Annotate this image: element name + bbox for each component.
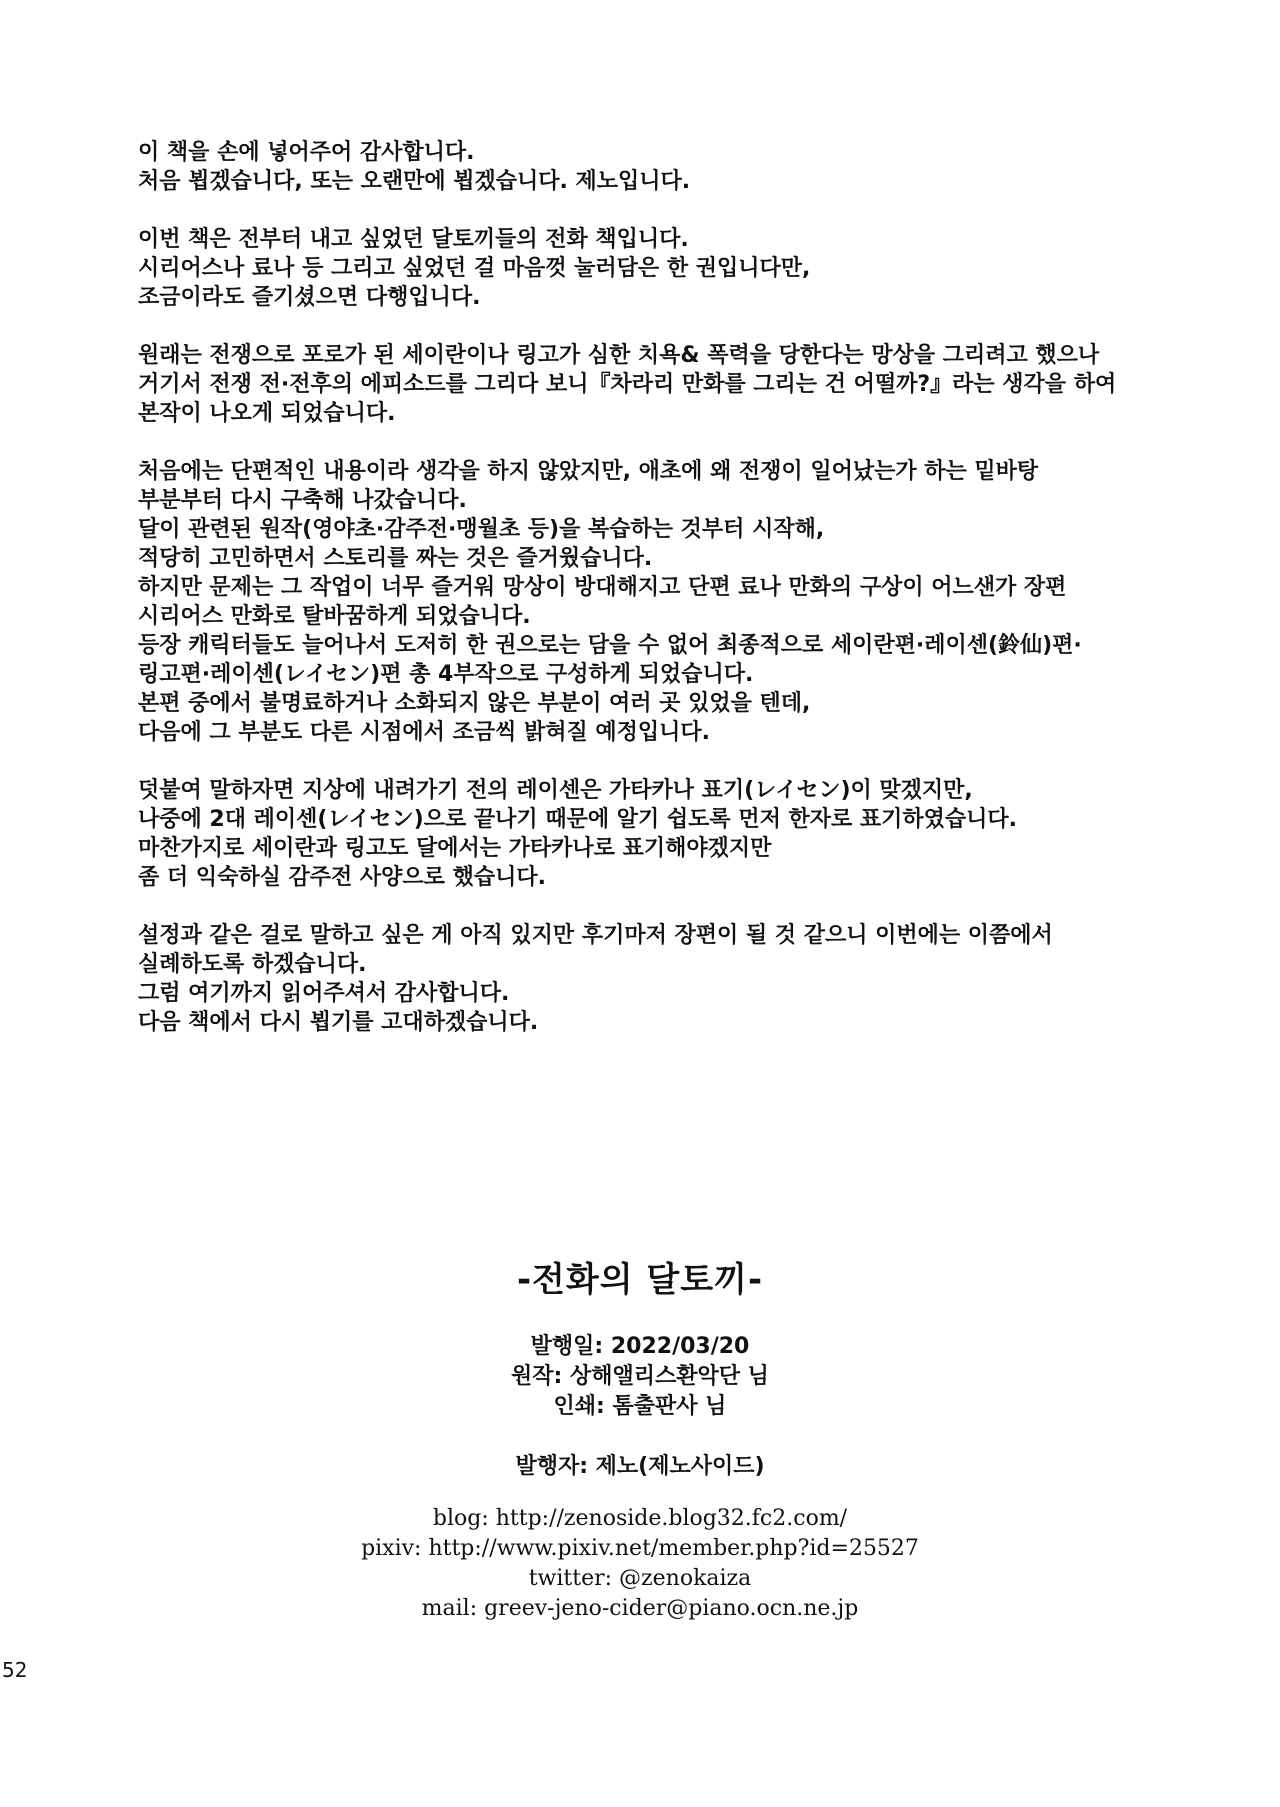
text-line: 본작이 나오게 되었습니다.	[138, 401, 396, 426]
text-line: 그럼 여기까지 읽어주셔서 감사합니다.	[138, 981, 510, 1006]
text-line: 거기서 전쟁 전·전후의 에피소드를 그리다 보니『차라리 만화를 그리는 건 어떨까?』라는 생각을 하여	[138, 372, 1117, 397]
text-line: 달이 관련된 원작(영야초·감주전·맹월초 등)을 복습하는 것부터 시작해,	[138, 517, 825, 542]
afterword-paragraph-3	[138, 341, 1178, 428]
mail-link: mail: greev-jeno-cider@piano.ocn.ne.jp	[421, 1596, 859, 1621]
text-line: 본편 중에서 불명료하거나 소화되지 않은 부분이 여러 곳 있었을 텐데,	[138, 691, 811, 716]
spacer	[0, 1422, 1280, 1452]
text-line: 이번 책은 전부터 내고 싶었던 달토끼들의 전화 책입니다.	[138, 227, 689, 252]
text-line: 원래는 전쟁으로 포로가 된 세이란이나 링고가 심한 치욕& 폭력을 당한다는 망상을 그리려고 했으나	[138, 343, 1100, 368]
text-line: 적당히 고민하면서 스토리를 짜는 것은 즐거웠습니다.	[138, 546, 653, 571]
original-work: 원작: 상해앨리스환악단 님	[511, 1364, 769, 1389]
publish-date: 발행일: 2022/03/20	[530, 1334, 750, 1359]
afterword-paragraph-1	[138, 138, 1178, 196]
book-title: -전화의 달토끼-	[516, 1260, 764, 1300]
afterword-paragraph-4	[138, 457, 1178, 747]
text-line: 다음에 그 부분도 다른 시점에서 조금씩 밝혀질 예정입니다.	[138, 720, 711, 745]
text-line: 나중에 2대 레이센(レイセン)으로 끝나기 때문에 알기 쉽도록 먼저 한자로 표기하였습니다.	[138, 807, 1018, 832]
twitter-link: twitter: @zenokaiza	[528, 1566, 752, 1591]
publisher: 발행자: 제노(제노사이드)	[515, 1454, 765, 1479]
afterword-paragraph-2	[138, 225, 1178, 312]
page-number: 52	[2, 1658, 28, 1682]
text-line: 등장 캐릭터들도 늘어나서 도저히 한 권으로는 담을 수 없어 최종적으로 세이란편·레이센(鈴仙)편·	[138, 633, 1082, 658]
text-line: 시리어스 만화로 탈바꿈하게 되었습니다.	[138, 604, 531, 629]
text-line: 처음에는 단편적인 내용이라 생각을 하지 않았지만, 애초에 왜 전쟁이 일어났는가 하는 밑바탕	[138, 459, 1039, 484]
text-line: 다음 책에서 다시 뵙기를 고대하겠습니다.	[138, 1010, 539, 1035]
text-line: 이 책을 손에 넣어주어 감사합니다.	[138, 140, 475, 165]
afterword-paragraph-6	[138, 921, 1178, 1037]
text-line: 시리어스나 료나 등 그리고 싶었던 걸 마음껏 눌러담은 한 권입니다만,	[138, 256, 811, 281]
printing-credit: 인쇄: 톰출판사 님	[553, 1394, 727, 1419]
pixiv-link: pixiv: http://www.pixiv.net/member.php?id=25527	[361, 1536, 919, 1561]
text-line: 좀 더 익숙하실 감주전 사양으로 했습니다.	[138, 865, 546, 890]
text-line: 마찬가지로 세이란과 링고도 달에서는 가타카나로 표기해야겠지만	[138, 836, 772, 861]
blog-link: blog: http://zenoside.blog32.fc2.com/	[432, 1506, 848, 1531]
text-line: 하지만 문제는 그 작업이 너무 즐거워 망상이 방대해지고 단편 료나 만화의 구상이 어느샌가 장편	[138, 575, 1067, 600]
afterword-text	[138, 138, 1178, 1066]
text-line: 조금이라도 즐기셨으면 다행입니다.	[138, 285, 481, 310]
text-line: 실례하도록 하겠습니다.	[138, 952, 367, 977]
text-line: 처음 뵙겠습니다, 또는 오랜만에 뵙겠습니다. 제노입니다.	[138, 169, 691, 194]
text-line: 링고편·레이센(レイセン)편 총 4부작으로 구성하게 되었습니다.	[138, 662, 754, 687]
text-line: 덧붙여 말하자면 지상에 내려가기 전의 레이센은 가타카나 표기(レイセン)이 맞겠지만,	[138, 778, 973, 803]
contact-links	[0, 1504, 1280, 1624]
afterword-paragraph-5	[138, 776, 1178, 892]
colophon-info	[0, 1332, 1280, 1482]
text-line: 부분부터 다시 구축해 나갔습니다.	[138, 488, 467, 513]
text-line: 설정과 같은 걸로 말하고 싶은 게 아직 있지만 후기마저 장편이 될 것 같으니 이번에는 이쯤에서	[138, 923, 1053, 948]
